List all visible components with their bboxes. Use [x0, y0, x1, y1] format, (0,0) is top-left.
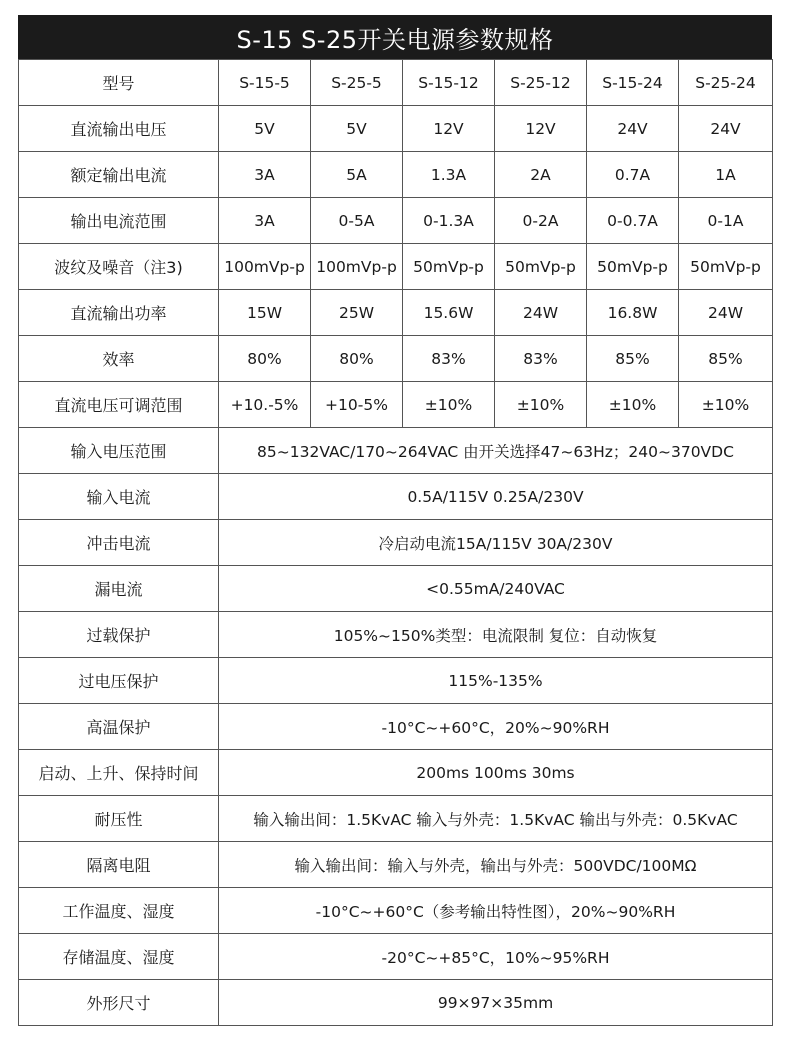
model-cell: S-25-12	[495, 60, 587, 106]
table-row	[19, 336, 773, 382]
row-label: 输入电流	[19, 474, 219, 520]
table-row	[19, 980, 773, 1026]
value-cell: 100mVp-p	[311, 244, 403, 290]
value-cell: 83%	[495, 336, 587, 382]
table-row	[19, 520, 773, 566]
table-row	[19, 704, 773, 750]
value-cell: ±10%	[679, 382, 773, 428]
row-label: 波纹及噪音（注3)	[19, 244, 219, 290]
value-cell: 0-2A	[495, 198, 587, 244]
value-cell: 3A	[219, 152, 311, 198]
value-cell: 83%	[403, 336, 495, 382]
shared-value-cell: 99×97×35mm	[219, 980, 773, 1026]
row-label: 耐压性	[19, 796, 219, 842]
table-row	[19, 566, 773, 612]
value-cell: 100mVp-p	[219, 244, 311, 290]
shared-value-cell: 冷启动电流15A/115V 30A/230V	[219, 520, 773, 566]
value-cell: 1A	[679, 152, 773, 198]
table-row	[19, 244, 773, 290]
row-label: 过电压保护	[19, 658, 219, 704]
table-title: S-15 S-25开关电源参数规格	[18, 15, 772, 59]
row-label: 存储温度、湿度	[19, 934, 219, 980]
spec-table	[18, 59, 773, 1026]
value-cell: 24V	[587, 106, 679, 152]
table-row	[19, 290, 773, 336]
row-label: 过载保护	[19, 612, 219, 658]
model-cell: S-25-5	[311, 60, 403, 106]
value-cell: 50mVp-p	[679, 244, 773, 290]
value-cell: 0-0.7A	[587, 198, 679, 244]
value-cell: 5V	[311, 106, 403, 152]
spec-sheet	[18, 15, 772, 1026]
value-cell: 85%	[587, 336, 679, 382]
table-row	[19, 152, 773, 198]
value-cell: 0.7A	[587, 152, 679, 198]
value-cell: 24W	[679, 290, 773, 336]
shared-value-cell: -10°C~+60°C（参考输出特性图），20%~90%RH	[219, 888, 773, 934]
row-label: 效率	[19, 336, 219, 382]
table-row	[19, 428, 773, 474]
row-label: 输出电流范围	[19, 198, 219, 244]
row-label: 高温保护	[19, 704, 219, 750]
value-cell: 50mVp-p	[587, 244, 679, 290]
row-label: 冲击电流	[19, 520, 219, 566]
table-row	[19, 842, 773, 888]
model-cell: S-25-24	[679, 60, 773, 106]
value-cell: 24V	[679, 106, 773, 152]
row-label: 输入电压范围	[19, 428, 219, 474]
value-cell: 50mVp-p	[495, 244, 587, 290]
value-cell: 1.3A	[403, 152, 495, 198]
row-label: 漏电流	[19, 566, 219, 612]
shared-value-cell: 115%-135%	[219, 658, 773, 704]
value-cell: 5A	[311, 152, 403, 198]
value-cell: 80%	[219, 336, 311, 382]
value-cell: 12V	[495, 106, 587, 152]
table-row	[19, 612, 773, 658]
table-row	[19, 198, 773, 244]
value-cell: 15.6W	[403, 290, 495, 336]
value-cell: 0-1.3A	[403, 198, 495, 244]
row-label: 额定输出电流	[19, 152, 219, 198]
value-cell: +10-5%	[311, 382, 403, 428]
value-cell: ±10%	[403, 382, 495, 428]
value-cell: 0-1A	[679, 198, 773, 244]
table-row	[19, 60, 773, 106]
shared-value-cell: -10°C~+60°C，20%~90%RH	[219, 704, 773, 750]
model-cell: S-15-5	[219, 60, 311, 106]
row-label: 直流输出功率	[19, 290, 219, 336]
shared-value-cell: 输入输出间：1.5KvAC 输入与外壳：1.5KvAC 输出与外壳：0.5KvAC	[219, 796, 773, 842]
shared-value-cell: <0.55mA/240VAC	[219, 566, 773, 612]
table-row	[19, 934, 773, 980]
value-cell: 80%	[311, 336, 403, 382]
value-cell: 0-5A	[311, 198, 403, 244]
row-label: 工作温度、湿度	[19, 888, 219, 934]
table-row	[19, 796, 773, 842]
value-cell: 2A	[495, 152, 587, 198]
value-cell: 5V	[219, 106, 311, 152]
table-row	[19, 474, 773, 520]
table-row	[19, 382, 773, 428]
shared-value-cell: 85~132VAC/170~264VAC 由开关选择47~63Hz；240~370VDC	[219, 428, 773, 474]
row-label: 直流电压可调范围	[19, 382, 219, 428]
shared-value-cell: 200ms 100ms 30ms	[219, 750, 773, 796]
row-label: 隔离电阻	[19, 842, 219, 888]
row-label: 型号	[19, 60, 219, 106]
value-cell: ±10%	[495, 382, 587, 428]
shared-value-cell: -20°C~+85°C，10%~95%RH	[219, 934, 773, 980]
row-label: 外形尺寸	[19, 980, 219, 1026]
table-row	[19, 106, 773, 152]
value-cell: +10.-5%	[219, 382, 311, 428]
model-cell: S-15-12	[403, 60, 495, 106]
table-row	[19, 750, 773, 796]
value-cell: 50mVp-p	[403, 244, 495, 290]
row-label: 直流输出电压	[19, 106, 219, 152]
shared-value-cell: 0.5A/115V 0.25A/230V	[219, 474, 773, 520]
value-cell: ±10%	[587, 382, 679, 428]
value-cell: 24W	[495, 290, 587, 336]
row-label: 启动、上升、保持时间	[19, 750, 219, 796]
value-cell: 25W	[311, 290, 403, 336]
value-cell: 16.8W	[587, 290, 679, 336]
model-cell: S-15-24	[587, 60, 679, 106]
spec-table-body	[19, 60, 773, 1026]
table-row	[19, 888, 773, 934]
value-cell: 15W	[219, 290, 311, 336]
value-cell: 3A	[219, 198, 311, 244]
table-row	[19, 658, 773, 704]
shared-value-cell: 105%~150%类型：电流限制 复位：自动恢复	[219, 612, 773, 658]
shared-value-cell: 输入输出间：输入与外壳，输出与外壳：500VDC/100MΩ	[219, 842, 773, 888]
value-cell: 85%	[679, 336, 773, 382]
value-cell: 12V	[403, 106, 495, 152]
